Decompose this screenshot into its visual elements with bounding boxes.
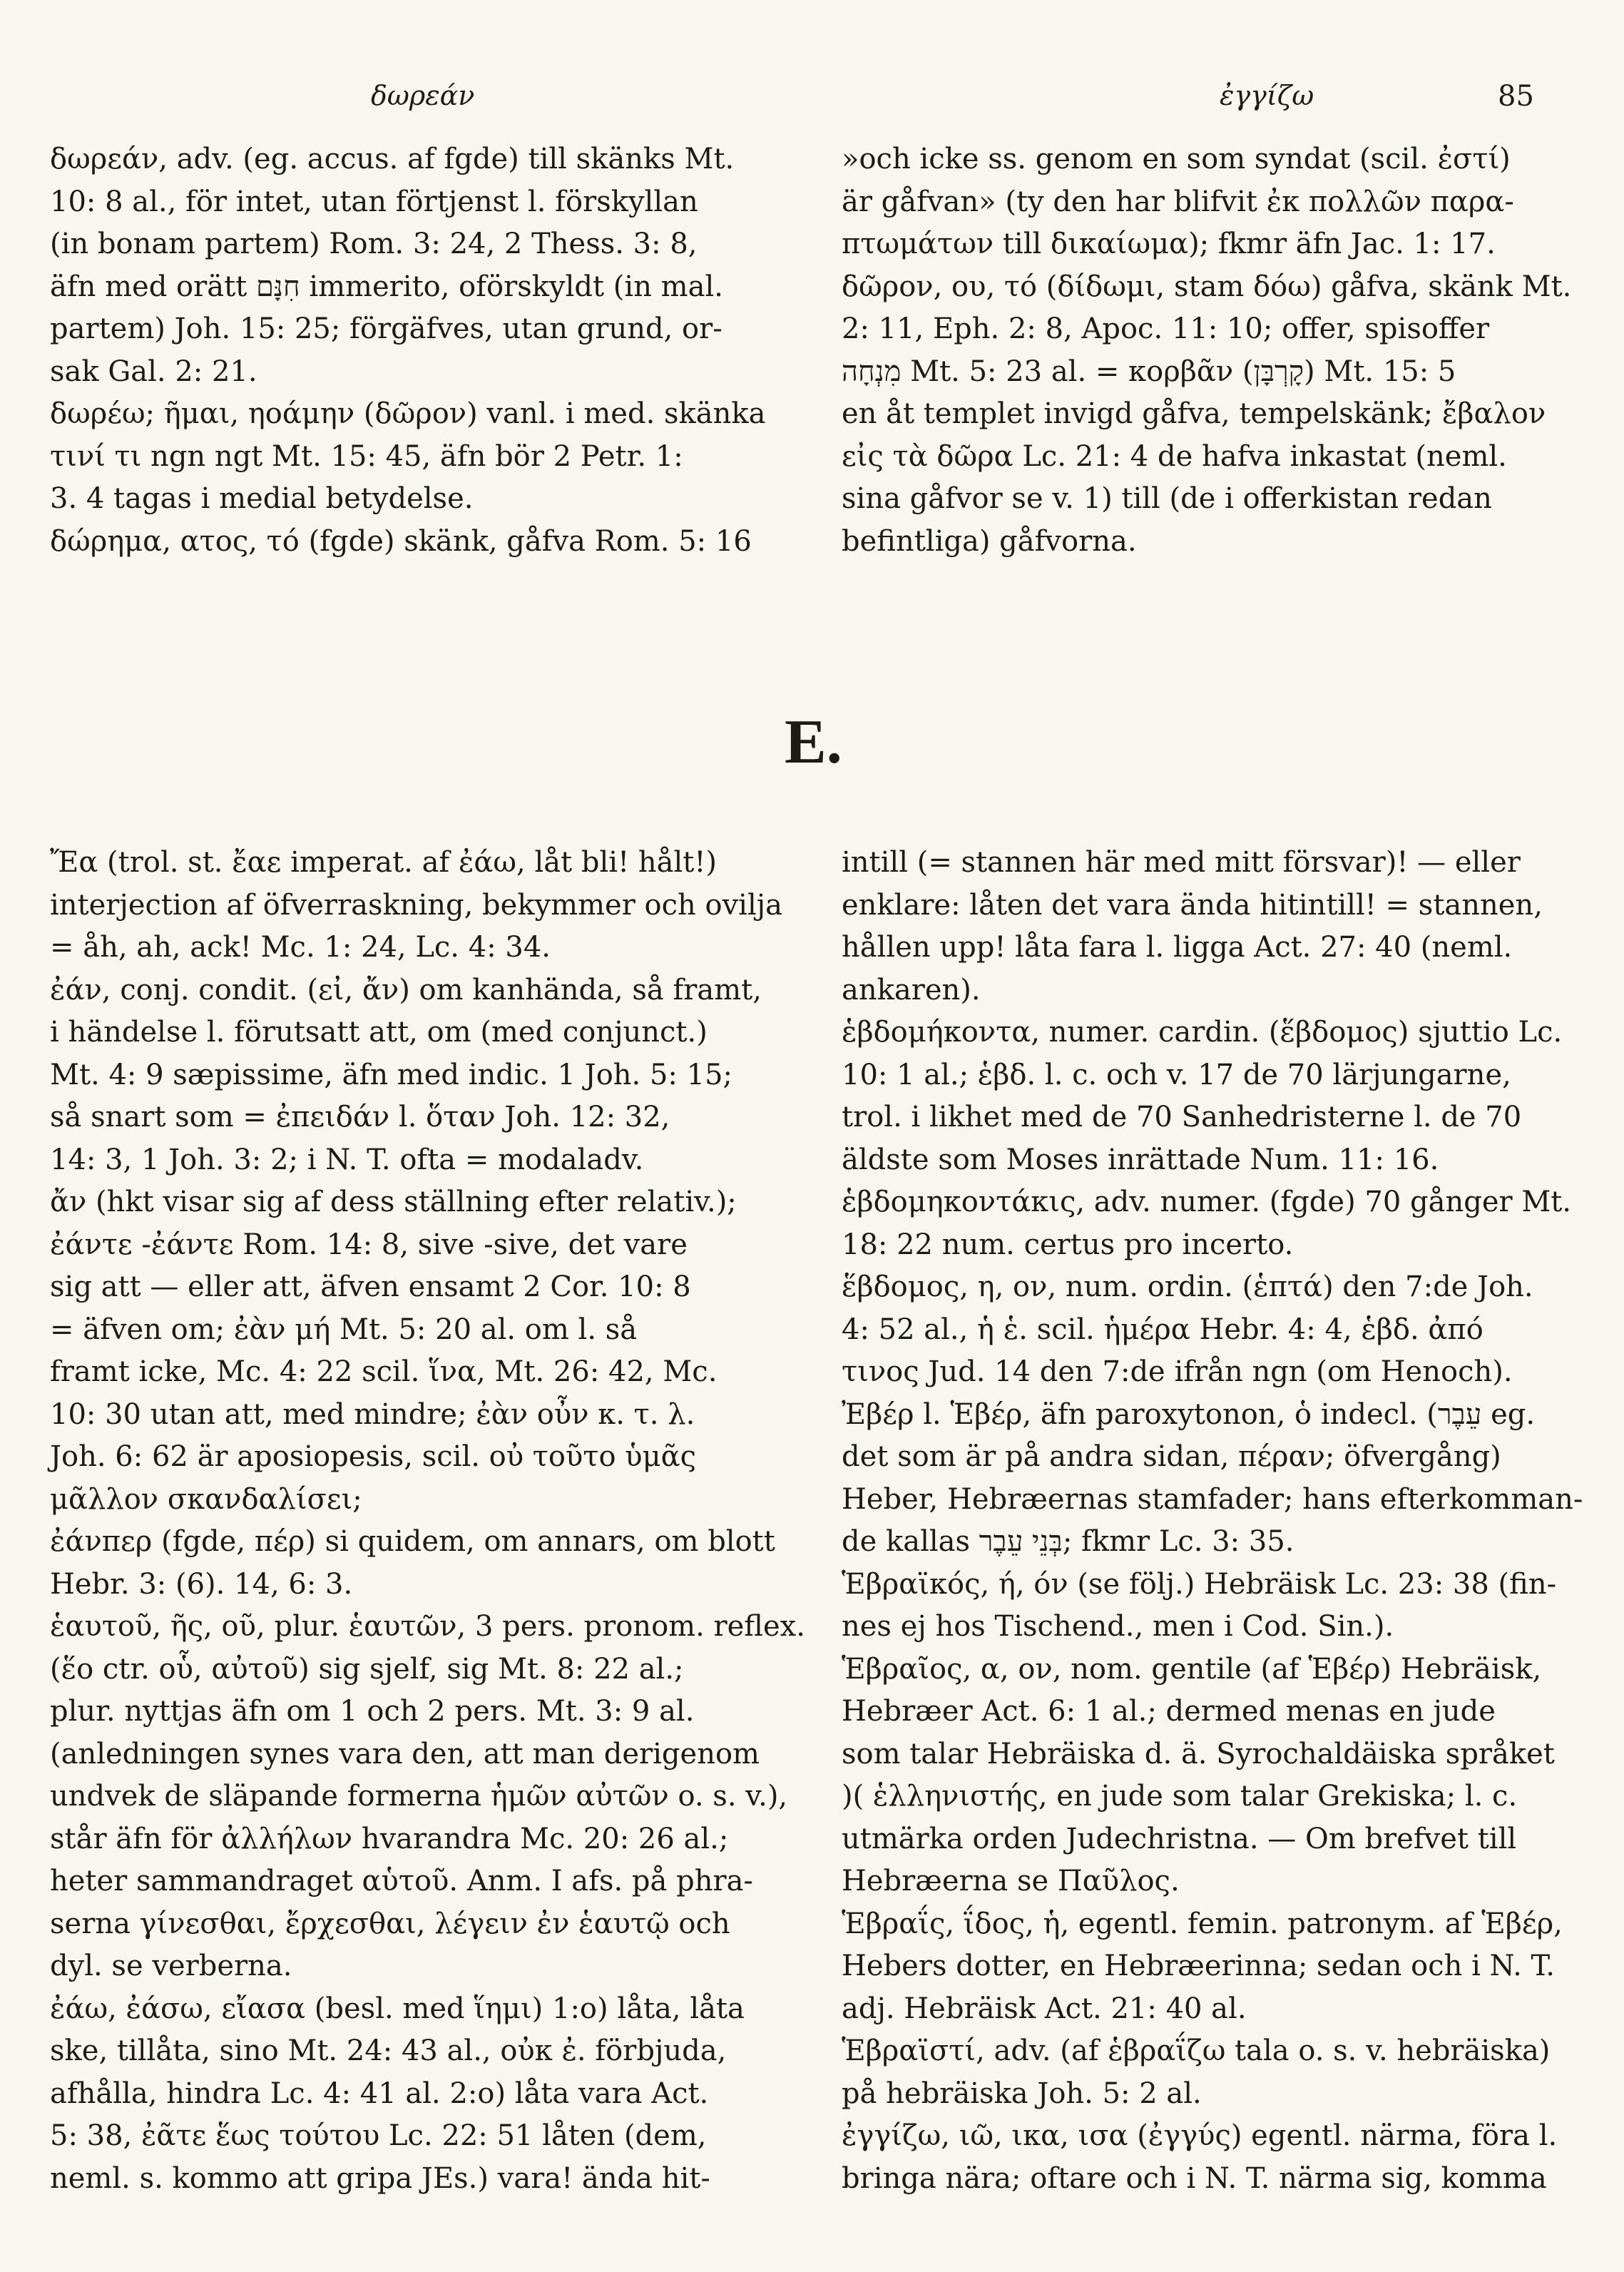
text-line: 4: 52 al., ἡ ἑ. scil. ἡμέρα Hebr. 4: 4, ἑβδ. ἀπό bbox=[842, 1313, 1483, 1346]
text-line: ἑαυτοῦ, ῆς, οῦ, plur. ἑαυτῶν, 3 pers. pronom. reflex. bbox=[50, 1610, 805, 1643]
text-line: δώρημα, ατος, τό (fgde) skänk, gåfva Rom. 5: 16 bbox=[50, 524, 752, 558]
text-line: δῶρον, ου, τό (δίδωμι, stam δόω) gåfva, skänk Mt. bbox=[842, 270, 1572, 303]
text-line: 10: 8 al., för intet, utan förtjenst l. förskyllan bbox=[50, 185, 698, 218]
text-line: = äfven om; ἐὰν μή Mt. 5: 20 al. om l. så bbox=[50, 1313, 638, 1346]
running-head-left: δωρεάν bbox=[371, 80, 475, 111]
text-line: på hebräiska Joh. 5: 2 al. bbox=[842, 2077, 1202, 2110]
text-line: äldste som Moses inrättade Num. 11: 16. bbox=[842, 1143, 1439, 1176]
text-line: (in bonam partem) Rom. 3: 24, 2 Thess. 3: 8, bbox=[50, 228, 698, 260]
text-line: 18: 22 num. certus pro incerto. bbox=[842, 1228, 1294, 1261]
text-line: Hebr. 3: (6). 14, 6: 3. bbox=[50, 1567, 353, 1601]
text-line: serna γίνεσθαι, ἔρχεσθαι, λέγειν ἐν ἑαυτῷ och bbox=[50, 1907, 730, 1940]
text-line: sina gåfvor se v. 1) till (de i offerkistan redan bbox=[842, 482, 1492, 515]
text-line: δωρέω; ῆμαι, ηοάμην (δῶρον) vanl. i med. skänka bbox=[50, 397, 766, 430]
text-line: Heber, Hebræernas stamfader; hans efterkomman- bbox=[842, 1482, 1583, 1516]
text-line: äfn med orätt חִנָּם immerito, oförskyldt (in mal. bbox=[50, 270, 723, 303]
text-line: Mt. 4: 9 sæpissime, äfn med indic. 1 Joh. 5: 15; bbox=[50, 1058, 732, 1091]
text-line: undvek de släpande formerna ἡμῶν αὐτῶν o. s. v.), bbox=[50, 1780, 788, 1813]
text-line: Hebræerna se Παῦλος. bbox=[842, 1865, 1180, 1897]
text-line: ankaren). bbox=[842, 973, 981, 1007]
text-line: neml. s. kommo att gripa JEs.) vara! ända hit- bbox=[50, 2161, 710, 2195]
text-line: ἐάνπερ (fgde, πέρ) si quidem, om annars, om blott bbox=[50, 1525, 775, 1558]
text-line: i händelse l. förutsatt att, om (med conjunct.) bbox=[50, 1016, 708, 1049]
text-line: Ἐβέρ l. Ἑβέρ, äfn paroxytonon, ὁ indecl. (עֵבֶר eg. bbox=[842, 1397, 1536, 1431]
text-line: partem) Joh. 15: 25; förgäfves, utan grund, or- bbox=[50, 312, 722, 345]
text-line: »och icke ss. genom en som syndat (scil. ἐστί) bbox=[842, 143, 1511, 175]
text-line: Hebers dotter, en Hebræerinna; sedan och i N. T. bbox=[842, 1950, 1556, 1982]
text-line: τινί τι ngn ngt Mt. 15: 45, äfn bör 2 Petr. 1: bbox=[50, 439, 683, 473]
text-line: Joh. 6: 62 är aposiopesis, scil. οὐ τοῦτο ὑμᾶς bbox=[50, 1440, 696, 1473]
text-line: ἑβδομηκοντάκις, adv. numer. (fgde) 70 gånger Mt. bbox=[842, 1186, 1572, 1218]
text-line: Ἑβραῖος, α, ον, nom. gentile (af Ἑβέρ) Hebräisk, bbox=[842, 1652, 1542, 1686]
text-line: Ἑβραΐς, ΐδος, ἡ, egentl. femin. patronym. af Ἑβέρ, bbox=[842, 1907, 1563, 1940]
text-line: heter sammandraget αὑτοῦ. Anm. I afs. på phra- bbox=[50, 1865, 753, 1897]
column-top-left bbox=[50, 138, 820, 563]
text-line: = åh, ah, ack! Mc. 1: 24, Lc. 4: 34. bbox=[50, 931, 551, 964]
text-line: ἄν (hkt visar sig af dess ställning efter relativ.); bbox=[50, 1186, 737, 1218]
text-line: ἐγγίζω, ιῶ, ικα, ισα (ἐγγύς) egentl. närma, föra l. bbox=[842, 2119, 1558, 2152]
text-line: plur. nyttjas äfn om 1 och 2 pers. Mt. 3: 9 al. bbox=[50, 1695, 695, 1728]
column-bottom-right bbox=[842, 842, 1612, 2200]
text-line: εἰς τὰ δῶρα Lc. 21: 4 de hafva inkastat (neml. bbox=[842, 439, 1507, 473]
text-line: står äfn för ἀλλήλων hvarandra Mc. 20: 26 al.; bbox=[50, 1822, 729, 1855]
text-line: som talar Hebräiska d. ä. Syrochaldäiska språket bbox=[842, 1737, 1555, 1771]
text-line: ἐάντε -ἐάντε Rom. 14: 8, sive -sive, det vare bbox=[50, 1228, 688, 1261]
text-line: 3. 4 tagas i medial betydelse. bbox=[50, 482, 474, 515]
text-line: Hebræer Act. 6: 1 al.; dermed menas en jude bbox=[842, 1695, 1496, 1728]
text-line: μᾶλλον σκανδαλίσει; bbox=[50, 1482, 362, 1516]
text-line: det som är på andra sidan, πέραν; öfvergång) bbox=[842, 1440, 1501, 1473]
text-line: trol. i likhet med de 70 Sanhedristerne l. de 70 bbox=[842, 1101, 1522, 1134]
text-line: afhålla, hindra Lc. 4: 41 al. 2:o) låta vara Act. bbox=[50, 2077, 709, 2110]
text-line: ἕβδομος, η, ον, num. ordin. (ἑπτά) den 7:de Joh. bbox=[842, 1270, 1533, 1303]
text-line: (ἕο ctr. οὗ, αὐτοῦ) sig sjelf, sig Mt. 8: 22 al.; bbox=[50, 1652, 684, 1686]
text-line: är gåfvan» (ty den har blifvit ἐκ πολλῶν παρα- bbox=[842, 185, 1514, 218]
text-line: dyl. se verberna. bbox=[50, 1950, 292, 1982]
text-line: ἑβδομήκοντα, numer. cardin. (ἕβδομος) sjuttio Lc. bbox=[842, 1016, 1563, 1049]
text-line: sak Gal. 2: 21. bbox=[50, 355, 257, 388]
text-line: intill (= stannen här med mitt försvar)! — eller bbox=[842, 846, 1521, 879]
text-line: så snart som = ἐπειδάν l. ὅταν Joh. 12: 32, bbox=[50, 1101, 670, 1134]
page-number: 85 bbox=[1498, 80, 1534, 113]
text-line: מִנְחָה Mt. 5: 23 al. = κορβᾶν (קָרְבָּן) Mt. 15: 5 bbox=[842, 355, 1456, 388]
text-line: ἐάω, ἐάσω, εἴασα (besl. med ἵημι) 1:o) låta, låta bbox=[50, 1992, 745, 2025]
text-line: de kallas בְּנֵי עֵבֶר; fkmr Lc. 3: 35. bbox=[842, 1525, 1294, 1558]
text-line: bringa nära; oftare och i N. T. närma sig, komma bbox=[842, 2161, 1547, 2195]
text-line: πτωμάτων till δικαίωμα); fkmr äfn Jac. 1: 17. bbox=[842, 228, 1496, 260]
text-line: ske, tillåta, sino Mt. 24: 43 al., οὐκ ἐ. förbjuda, bbox=[50, 2034, 727, 2067]
text-line: ἐάν, conj. condit. (εἰ, ἄν) om kanhända, så framt, bbox=[50, 973, 762, 1007]
text-line: 2: 11, Eph. 2: 8, Apoc. 11: 10; offer, spisoffer bbox=[842, 312, 1490, 345]
text-line: τινος Jud. 14 den 7:de ifrån ngn (om Henoch). bbox=[842, 1355, 1513, 1388]
text-line: 10: 30 utan att, med mindre; ἐὰν οὖν κ. τ. λ. bbox=[50, 1397, 695, 1431]
text-line: 14: 3, 1 Joh. 3: 2; i N. T. ofta = modaladv. bbox=[50, 1143, 644, 1176]
column-bottom-left bbox=[50, 842, 820, 2200]
text-line: (anledningen synes vara den, att man derigenom bbox=[50, 1737, 760, 1771]
text-line: 10: 1 al.; ἑβδ. l. c. och v. 17 de 70 lärjungarne, bbox=[842, 1058, 1511, 1091]
section-letter: E. bbox=[785, 708, 842, 777]
text-line: enklare: låten det vara ända hitintill! = stannen, bbox=[842, 888, 1543, 922]
text-line: δωρεάν, adv. (eg. accus. af fgde) till skänks Mt. bbox=[50, 143, 735, 175]
text-line: nes ej hos Tischend., men i Cod. Sin.). bbox=[842, 1610, 1394, 1643]
text-line: Ἔα (trol. st. ἔαε imperat. af ἐάω, låt bli! hålt!) bbox=[50, 846, 717, 879]
text-line: sig att — eller att, äfven ensamt 2 Cor. 10: 8 bbox=[50, 1270, 691, 1303]
text-line: befintliga) gåfvorna. bbox=[842, 524, 1137, 558]
text-line: )( ἑλληνιστής, en jude som talar Grekiska; l. c. bbox=[842, 1780, 1518, 1813]
text-line: utmärka orden Judechristna. — Om brefvet till bbox=[842, 1822, 1517, 1855]
text-line: 5: 38, ἐᾶτε ἕως τούτου Lc. 22: 51 låten (dem, bbox=[50, 2119, 707, 2152]
text-line: Ἑβραϊστί, adv. (af ἑβραΐζω tala o. s. v. hebräiska) bbox=[842, 2034, 1551, 2067]
text-line: hållen upp! låta fara l. ligga Act. 27: 40 (neml. bbox=[842, 931, 1513, 964]
text-line: framt icke, Mc. 4: 22 scil. ἵνα, Mt. 26: 42, Mc. bbox=[50, 1355, 717, 1388]
text-line: adj. Hebräisk Act. 21: 40 al. bbox=[842, 1992, 1247, 2025]
running-head-right: ἐγγίζω bbox=[1220, 80, 1314, 111]
text-line: interjection af öfverraskning, bekymmer och ovilja bbox=[50, 888, 783, 922]
text-line: Ἑβραϊκός, ή, όν (se följ.) Hebräisk Lc. 23: 38 (fin- bbox=[842, 1567, 1557, 1601]
column-top-right bbox=[842, 138, 1612, 563]
text-line: en åt templet invigd gåfva, tempelskänk; ἔβαλον bbox=[842, 397, 1546, 430]
